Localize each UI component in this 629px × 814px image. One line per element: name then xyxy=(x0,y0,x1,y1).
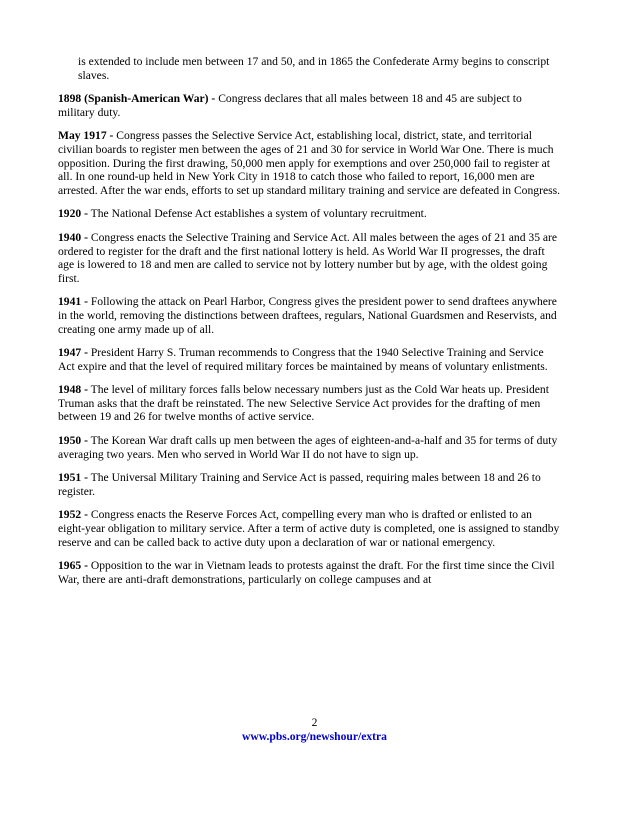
entry-label: 1952 - xyxy=(58,508,88,522)
entry-text: Congress enacts the Reserve Forces Act, compelling every man who is drafted or enlisted to an eight-year obligation to military service. After a term of active duty is completed, one is assigned to standby reserve and can be called back to active duty upon a declaration of war or national emergency. xyxy=(58,508,560,549)
entry-label: 1950 - xyxy=(58,434,88,448)
timeline-entry xyxy=(58,207,561,221)
page-number: 2 xyxy=(311,716,318,729)
entry-text: Opposition to the war in Vietnam leads to protests against the draft. For the first time since the Civil War, there are anti-draft demonstrations, particularly on college campuses and at xyxy=(58,559,555,586)
page-footer xyxy=(0,716,629,744)
entry-label: 1920 - xyxy=(58,207,88,221)
entry-label: 1898 (Spanish-American War) - xyxy=(58,92,216,106)
timeline-entries xyxy=(58,92,561,586)
entry-text: The level of military forces falls below necessary numbers just as the Cold War heats up. President Truman asks that the draft be reinstated. The new Selective Service Act provides for the drafting of men between 19 and 26 for twelve months of active service. xyxy=(58,383,549,424)
entry-label: 1947 - xyxy=(58,346,88,360)
timeline-entry xyxy=(58,295,561,336)
entry-text: President Harry S. Truman recommends to Congress that the 1940 Selective Training and Service Act expire and that the level of required military forces be maintained by means of voluntary enlistments. xyxy=(58,346,548,373)
entry-label: 1940 - xyxy=(58,230,88,244)
entry-label: 1948 - xyxy=(58,383,88,397)
entry-label: 1965 - xyxy=(58,559,88,573)
entry-text: The Universal Military Training and Service Act is passed, requiring males between 18 and 26 to register. xyxy=(58,471,541,498)
timeline-entry xyxy=(58,383,561,424)
entry-label: 1941 - xyxy=(58,295,88,309)
entry-label: 1951 - xyxy=(58,471,88,485)
entry-text: The National Defense Act establishes a system of voluntary recruitment. xyxy=(90,207,427,221)
entry-text: Congress passes the Selective Service Act, establishing local, district, state, and territorial civilian boards to register men between the ages of 21 and 30 for service in World War One. There is much opposition. During the first drawing, 50,000 men apply for exemptions and over 250,000 fail to register at all. In one round-up held in New York City in 1918 to catch those who failed to report, 16,000 men are arrested. After the war ends, efforts to set up standard military training and service are defeated in Congress. xyxy=(58,129,561,197)
timeline-entry xyxy=(58,434,561,461)
entry-text: Congress declares that all males between 18 and 45 are subject to military duty. xyxy=(58,92,522,119)
timeline-entry xyxy=(58,129,561,197)
footer-url-link[interactable]: www.pbs.org/newshour/extra xyxy=(242,730,387,743)
timeline-entry xyxy=(58,92,561,119)
timeline-entry xyxy=(58,231,561,285)
entry-text: Congress enacts the Selective Training and Service Act. All males between the ages of 21 and 35 are ordered to register for the draft and the first national lottery is held. As World War II progresses, the draft age is lowered to 18 and men are called to service not by lottery number but by age, with the oldest going first. xyxy=(58,230,558,285)
continuation-text: is extended to include men between 17 and 50, and in 1865 the Confederate Army begins to conscript slaves. xyxy=(78,55,550,82)
timeline-entry xyxy=(58,559,561,586)
entry-text: The Korean War draft calls up men between the ages of eighteen-and-a-half and 35 for terms of duty averaging two years. Men who served in World War II do not have to sign up. xyxy=(58,434,558,461)
entry-text: Following the attack on Pearl Harbor, Congress gives the president power to send draftees anywhere in the world, removing the distinctions between draftees, regulars, National Guardsmen and Reservists, and creating one army made up of all. xyxy=(58,295,557,336)
timeline-entry xyxy=(58,508,561,549)
timeline-entry xyxy=(58,346,561,373)
entry-label: May 1917 - xyxy=(58,129,114,143)
timeline-entry xyxy=(58,471,561,498)
